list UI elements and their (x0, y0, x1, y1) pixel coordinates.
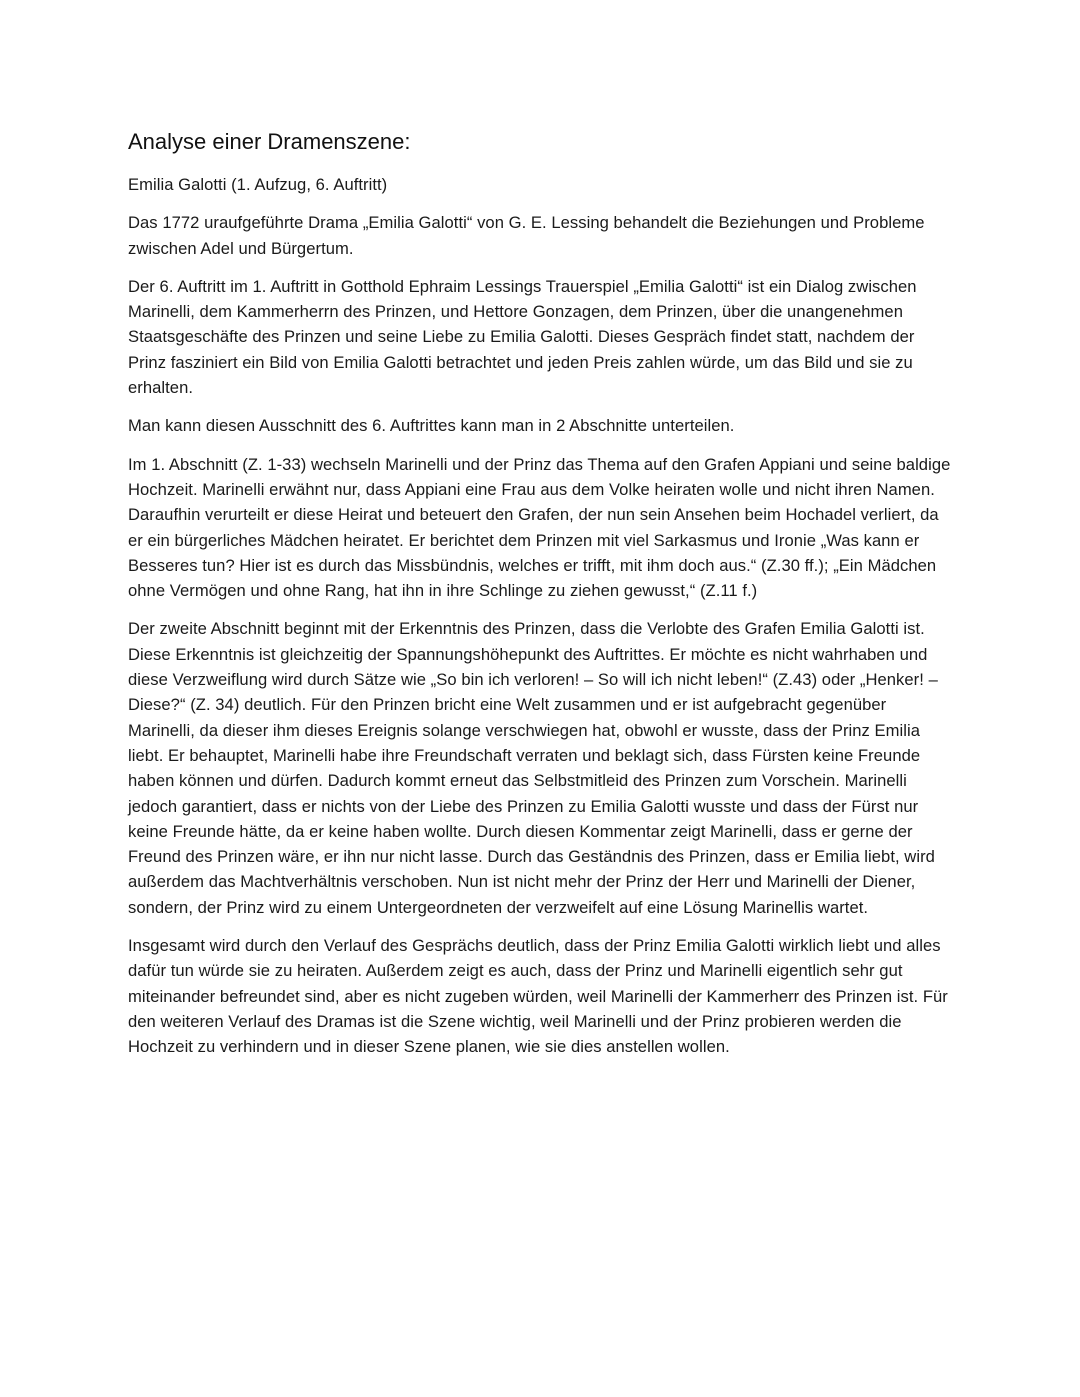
section-one-paragraph: Im 1. Abschnitt (Z. 1-33) wechseln Marinelli und der Prinz das Thema auf den Grafen Appiani und seine baldige Hochzeit. Marinelli erwähnt nur, dass Appiani eine Frau aus dem Volke heiraten wolle und nicht ihren Namen. Daraufhin verurteilt er diese Heirat und beteuert den Grafen, der nun sein Ansehen beim Hochadel verliert, da er ein bürgerliches Mädchen heiratet. Er berichtet dem Prinzen mit viel Sarkasmus und Ironie „Was kann er Besseres tun? Hier ist es durch das Missbündnis, welches er trifft, mit ihm doch aus.“ (Z.30 ff.); „Ein Mädchen ohne Vermögen und ohne Rang, hat ihn in ihre Schlinge zu ziehen gewusst,“ (Z.11 f.) (128, 454, 951, 601)
document-title: Analyse einer Dramenszene: (128, 129, 411, 154)
conclusion-paragraph: Insgesamt wird durch den Verlauf des Gesprächs deutlich, dass der Prinz Emilia Galotti wirklich liebt und alles dafür tun würde sie zu heiraten. Außerdem zeigt es auch, dass der Prinz und Marinelli eigentlich sehr gut miteinander befreundet sind, aber es nicht zugeben würden, weil Marinelli der Kammerherr des Prinzen ist. Für den weiteren Verlauf des Dramas ist die Szene wichtig, weil Marinelli und der Prinz probieren werden die Hochzeit zu verhindern und in dieser Szene planen, wie sie dies anstellen wollen. (128, 936, 948, 1057)
intro-paragraph: Das 1772 uraufgeführte Drama „Emilia Galotti“ von G. E. Lessing behandelt die Beziehungen und Probleme zwischen Adel und Bürgertum. (128, 213, 925, 258)
document-page (128, 126, 956, 1073)
subtitle-paragraph: Emilia Galotti (1. Aufzug, 6. Auftritt) (128, 175, 388, 194)
context-paragraph: Der 6. Auftritt im 1. Auftritt in Gotthold Ephraim Lessings Trauerspiel „Emilia Galotti“ ist ein Dialog zwischen Marinelli, dem Kammerherrn des Prinzen, und Hettore Gonzagen, dem Prinzen, über die unangenehmen Staatsgeschäfte des Prinzen und seine Liebe zu Emilia Galotti. Dieses Gespräch findet statt, nachdem der Prinz fasziniert ein Bild von Emilia Galotti betrachtet und jeden Preis zahlen würde, um das Bild und sie zu erhalten. (128, 276, 917, 398)
structure-paragraph: Man kann diesen Ausschnitt des 6. Auftrittes kann man in 2 Abschnitte unterteilen. (128, 416, 735, 436)
section-two-paragraph: Der zweite Abschnitt beginnt mit der Erkenntnis des Prinzen, dass die Verlobte des Grafen Emilia Galotti ist. Diese Erkenntnis ist gleichzeitig der Spannungshöhepunkt des Auftrittes. Er möchte es nicht wahrhaben und diese Verzweiflung wird durch Sätze wie „So bin ich verloren! – So will ich nicht leben!“ (Z.43) oder „Henker! – Diese?“ (Z. 34) deutlich. Für den Prinzen bricht eine Welt zusammen und er ist aufgebracht gegenüber Marinelli, da dieser ihm dieses Ereignis solange verschwiegen hat, obwohl er wusste, dass der Prinz Emilia liebt. Er behauptet, Marinelli habe ihre Freundschaft verraten und beklagt sich, dass Fürsten keine Freunde haben können und dürfen. Dadurch kommt erneut das Selbstmitleid des Prinzen zum Vorschein. Marinelli jedoch garantiert, dass er nichts von der Liebe des Prinzen zu Emilia Galotti wusste und dass der Fürst nur keine Freunde hätte, da er keine haben wollte. Durch diesen Kommentar zeigt Marinelli, dass er gerne der Freund des Prinzen wäre, er ihn nur nicht lasse. Durch das Geständnis des Prinzen, dass er Emilia liebt, wird außerdem das Machtverhältnis verschoben. Nun ist nicht mehr der Prinz der Herr und Marinelli der Diener, sondern, der Prinz wird zu einem Untergeordneten der verzweifelt auf eine Lösung Marinellis wartet. (128, 619, 938, 917)
